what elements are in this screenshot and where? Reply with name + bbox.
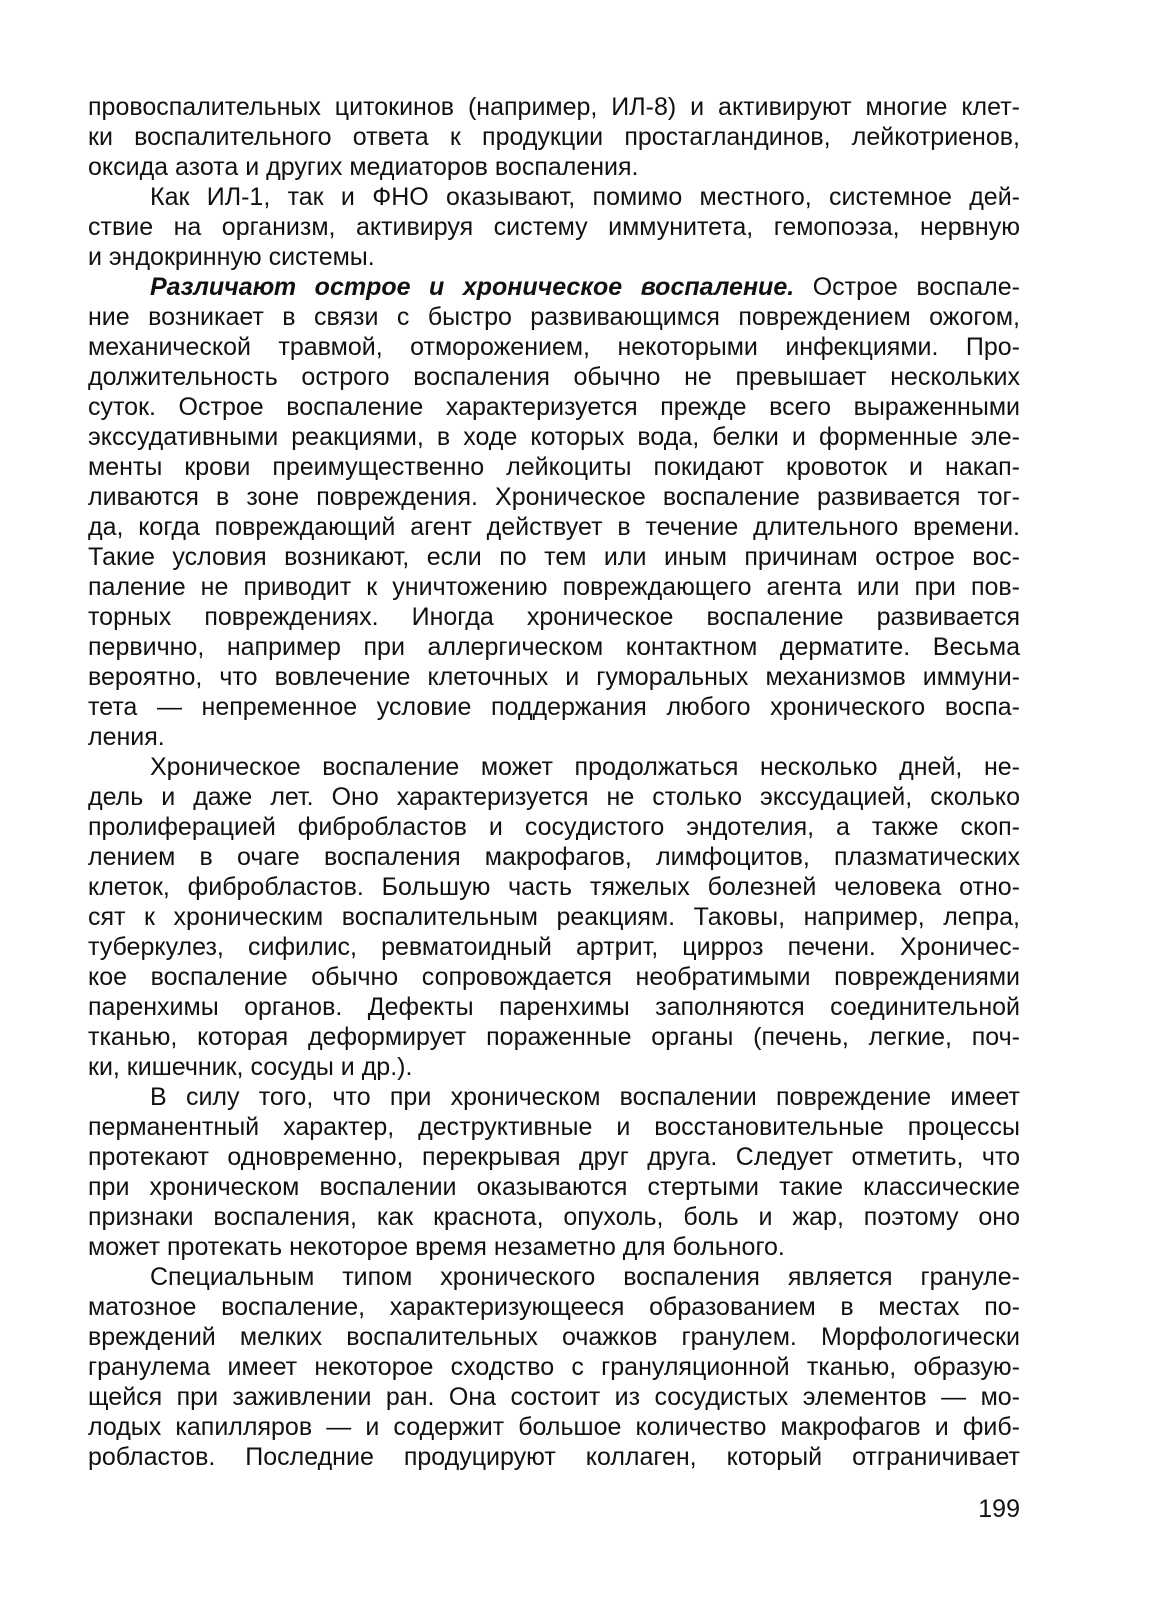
text-line: тета — непременное условие поддержания любого хронического воспа- — [88, 693, 1020, 721]
text-line: дель и даже лет. Оно характеризуется не столько экссудацией, сколько — [88, 783, 1020, 811]
text-line: сят к хроническим воспалительным реакциям. Таковы, например, лепра, — [88, 903, 1020, 931]
text-line: ние возникает в связи с быстро развивающимся повреждением ожогом, — [88, 303, 1020, 331]
text-line: паренхимы органов. Дефекты паренхимы заполняются соединительной — [88, 993, 1020, 1021]
text-line: Такие условия возникают, если по тем или иным причинам острое вос- — [88, 543, 1020, 571]
text-line: ливаются в зоне повреждения. Хроническое воспаление развивается тог- — [88, 483, 1020, 511]
text-line: ления. — [88, 723, 165, 751]
text-line: лодых капилляров — и содержит большое количество макрофагов и фиб- — [88, 1413, 1020, 1441]
paragraph — [88, 1082, 1020, 1262]
text-line: матозное воспаление, характеризующееся образованием в местах по- — [88, 1293, 1020, 1321]
text-line: гранулема имеет некоторое сходство с грануляционной тканью, образую- — [88, 1353, 1020, 1381]
text-line: суток. Острое воспаление характеризуется прежде всего выраженными — [88, 393, 1020, 421]
text-line: ствие на организм, активируя систему иммунитета, гемопоэза, нервную — [88, 213, 1020, 241]
paragraph — [88, 182, 1020, 272]
text-line: оксида азота и других медиаторов воспаления. — [88, 153, 639, 181]
text-line: менты крови преимущественно лейкоциты покидают кровоток и накап- — [88, 453, 1020, 481]
text-line: может протекать некоторое время незаметно для больного. — [88, 1233, 785, 1261]
text-line: В силу того, что при хроническом воспалении повреждение имеет — [150, 1083, 1020, 1111]
text-line: щейся при заживлении ран. Она состоит из сосудистых элементов — мо- — [88, 1383, 1020, 1411]
text-line: ки воспалительного ответа к продукции простагландинов, лейкотриенов, — [88, 123, 1020, 151]
text-line: пролиферацией фибробластов и сосудистого эндотелия, а также скоп- — [88, 813, 1020, 841]
text-line: ки, кишечник, сосуды и др.). — [88, 1053, 413, 1081]
paragraph-lead: Различают острое и хроническое воспаление. — [150, 273, 795, 301]
paragraph — [88, 1262, 1020, 1472]
text-line: тканью, которая деформирует пораженные органы (печень, легкие, поч- — [88, 1023, 1020, 1051]
text-line: должительность острого воспаления обычно не превышает нескольких — [88, 363, 1020, 391]
text-line: Как ИЛ-1, так и ФНО оказывают, помимо местного, системное дей- — [150, 183, 1020, 211]
text-line: вреждений мелких воспалительных очажков гранулем. Морфологически — [88, 1323, 1020, 1351]
text-fragment: Острое воспале- — [794, 273, 1020, 301]
text-line: паление не приводит к уничтожению повреждающего агента или при пов- — [88, 573, 1020, 601]
text-line: кое воспаление обычно сопровождается необратимыми повреждениями — [88, 963, 1020, 991]
text-line: при хроническом воспалении оказываются стертыми такие классические — [88, 1173, 1020, 1201]
text-line: и эндокринную системы. — [88, 243, 375, 271]
text-line: да, когда повреждающий агент действует в течение длительного времени. — [88, 513, 1020, 541]
text-line: перманентный характер, деструктивные и восстановительные процессы — [88, 1113, 1020, 1141]
page-number: 199 — [978, 1495, 1020, 1523]
text-line: туберкулез, сифилис, ревматоидный артрит, цирроз печени. Хроничес- — [88, 933, 1020, 961]
text-line: клеток, фибробластов. Большую часть тяжелых болезней человека отно- — [88, 873, 1020, 901]
text-line: экссудативными реакциями, в ходе которых вода, белки и форменные эле- — [88, 423, 1020, 451]
text-line — [88, 272, 1020, 302]
text-line: Специальным типом хронического воспаления является грануле- — [150, 1263, 1020, 1291]
text-line: провоспалительных цитокинов (например, ИЛ-8) и активируют многие клет- — [88, 93, 1020, 121]
paragraph — [88, 752, 1020, 1082]
text-line: признаки воспаления, как краснота, опухоль, боль и жар, поэтому оно — [88, 1203, 1020, 1231]
text-line: Хроническое воспаление может продолжаться несколько дней, не- — [150, 753, 1020, 781]
text-line: протекают одновременно, перекрывая друг друга. Следует отметить, что — [88, 1143, 1020, 1171]
page-body — [88, 92, 1020, 1472]
paragraph — [88, 92, 1020, 182]
text-line: вероятно, что вовлечение клеточных и гуморальных механизмов иммуни- — [88, 663, 1020, 691]
text-line: лением в очаге воспаления макрофагов, лимфоцитов, плазматических — [88, 843, 1020, 871]
text-line: робластов. Последние продуцируют коллаген, который отграничивает — [88, 1443, 1020, 1471]
text-line: первично, например при аллергическом контактном дерматите. Весьма — [88, 633, 1020, 661]
text-line: торных повреждениях. Иногда хроническое воспаление развивается — [88, 603, 1020, 631]
paragraph — [88, 272, 1020, 752]
text-line: механической травмой, отморожением, некоторыми инфекциями. Про- — [88, 333, 1020, 361]
